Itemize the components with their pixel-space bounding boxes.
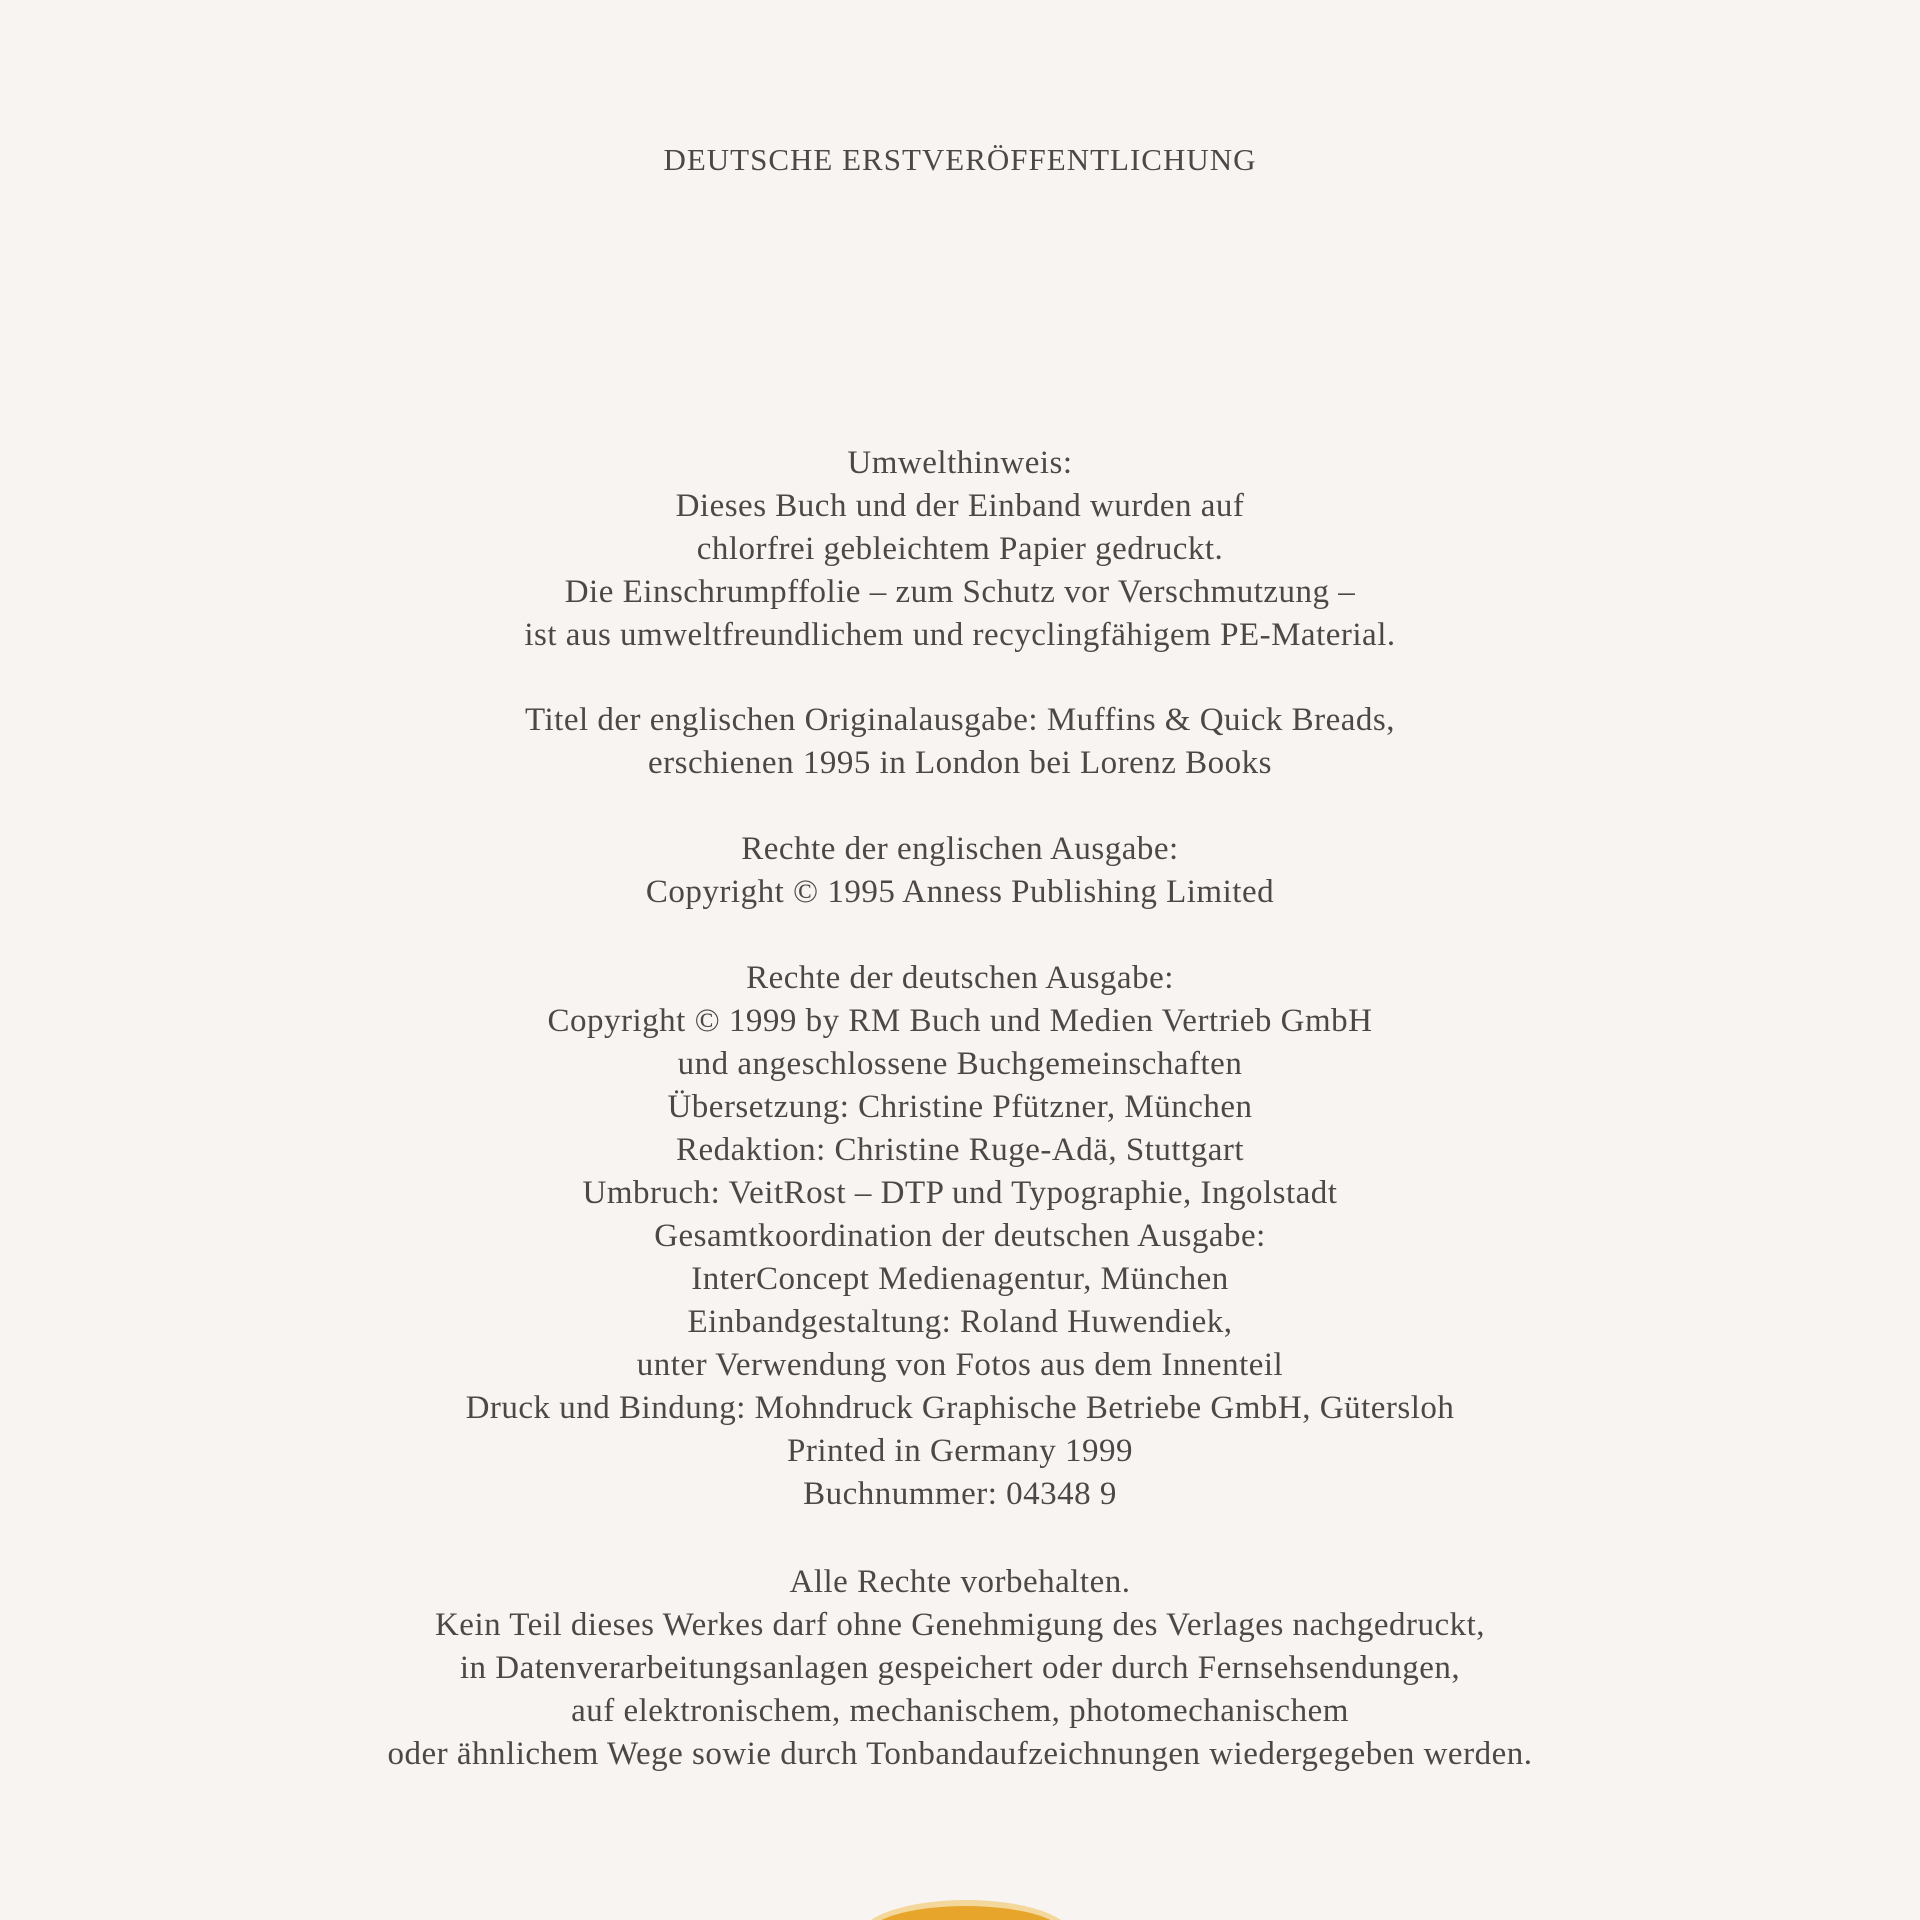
german-rights-line: Copyright © 1999 by RM Buch und Medien Vertrieb GmbH — [547, 1003, 1373, 1039]
german-rights-line: Buchnummer: 04348 9 — [803, 1476, 1117, 1512]
german-rights-line: unter Verwendung von Fotos aus dem Innenteil — [636, 1347, 1284, 1383]
environment-notice-line: Umwelthinweis: — [847, 445, 1073, 481]
publisher-seal-logo — [860, 1900, 1072, 1920]
first-publication-heading: DEUTSCHE ERSTVERÖFFENTLICHUNG — [663, 142, 1257, 177]
original-edition-line: Titel der englischen Originalausgabe: Muffins & Quick Breads, — [524, 702, 1396, 738]
english-rights-line: Copyright © 1995 Anness Publishing Limited — [645, 874, 1275, 910]
rights-reserved-line: Kein Teil dieses Werkes darf ohne Genehmigung des Verlages nachgedruckt, — [434, 1607, 1486, 1643]
german-rights-line: Einbandgestaltung: Roland Huwendiek, — [687, 1304, 1233, 1340]
german-rights-line: und angeschlossene Buchgemeinschaften — [677, 1046, 1243, 1082]
english-rights-line: Rechte der englischen Ausgabe: — [741, 831, 1179, 867]
environment-notice-line: Dieses Buch und der Einband wurden auf — [675, 488, 1245, 524]
rights-reserved-notice — [0, 1561, 1920, 1776]
german-rights-line: Übersetzung: Christine Pfützner, München — [667, 1089, 1253, 1125]
german-rights-line: Redaktion: Christine Ruge-Adä, Stuttgart — [675, 1132, 1245, 1168]
german-rights-line: Rechte der deutschen Ausgabe: — [746, 960, 1174, 996]
environment-notice-line: ist aus umweltfreundlichem und recyclingfähigem PE-Material. — [524, 617, 1396, 653]
rights-reserved-line: in Datenverarbeitungsanlagen gespeichert oder durch Fernsehsendungen, — [459, 1650, 1461, 1686]
environment-notice — [0, 442, 1920, 657]
rights-reserved-line: oder ähnlichem Wege sowie durch Tonbandaufzeichnungen wiedergegeben werden. — [387, 1736, 1533, 1772]
rights-reserved-line: auf elektronischem, mechanischem, photomechanischem — [571, 1693, 1349, 1729]
english-rights-info — [0, 828, 1920, 914]
german-rights-line: Umbruch: VeitRost – DTP und Typographie, Ingolstadt — [582, 1175, 1338, 1211]
original-edition-info — [0, 699, 1920, 785]
german-rights-line: Druck und Bindung: Mohndruck Graphische Betriebe GmbH, Gütersloh — [465, 1390, 1455, 1426]
environment-notice-line: chlorfrei gebleichtem Papier gedruckt. — [696, 531, 1224, 567]
german-rights-line: Printed in Germany 1999 — [786, 1433, 1134, 1469]
german-rights-line: Gesamtkoordination der deutschen Ausgabe: — [654, 1218, 1266, 1254]
original-edition-line: erschienen 1995 in London bei Lorenz Books — [647, 745, 1273, 781]
environment-notice-line: Die Einschrumpffolie – zum Schutz vor Verschmutzung – — [564, 574, 1356, 610]
german-rights-line: InterConcept Medienagentur, München — [691, 1261, 1229, 1297]
rights-reserved-line: Alle Rechte vorbehalten. — [789, 1564, 1131, 1600]
german-rights-info — [0, 957, 1920, 1516]
